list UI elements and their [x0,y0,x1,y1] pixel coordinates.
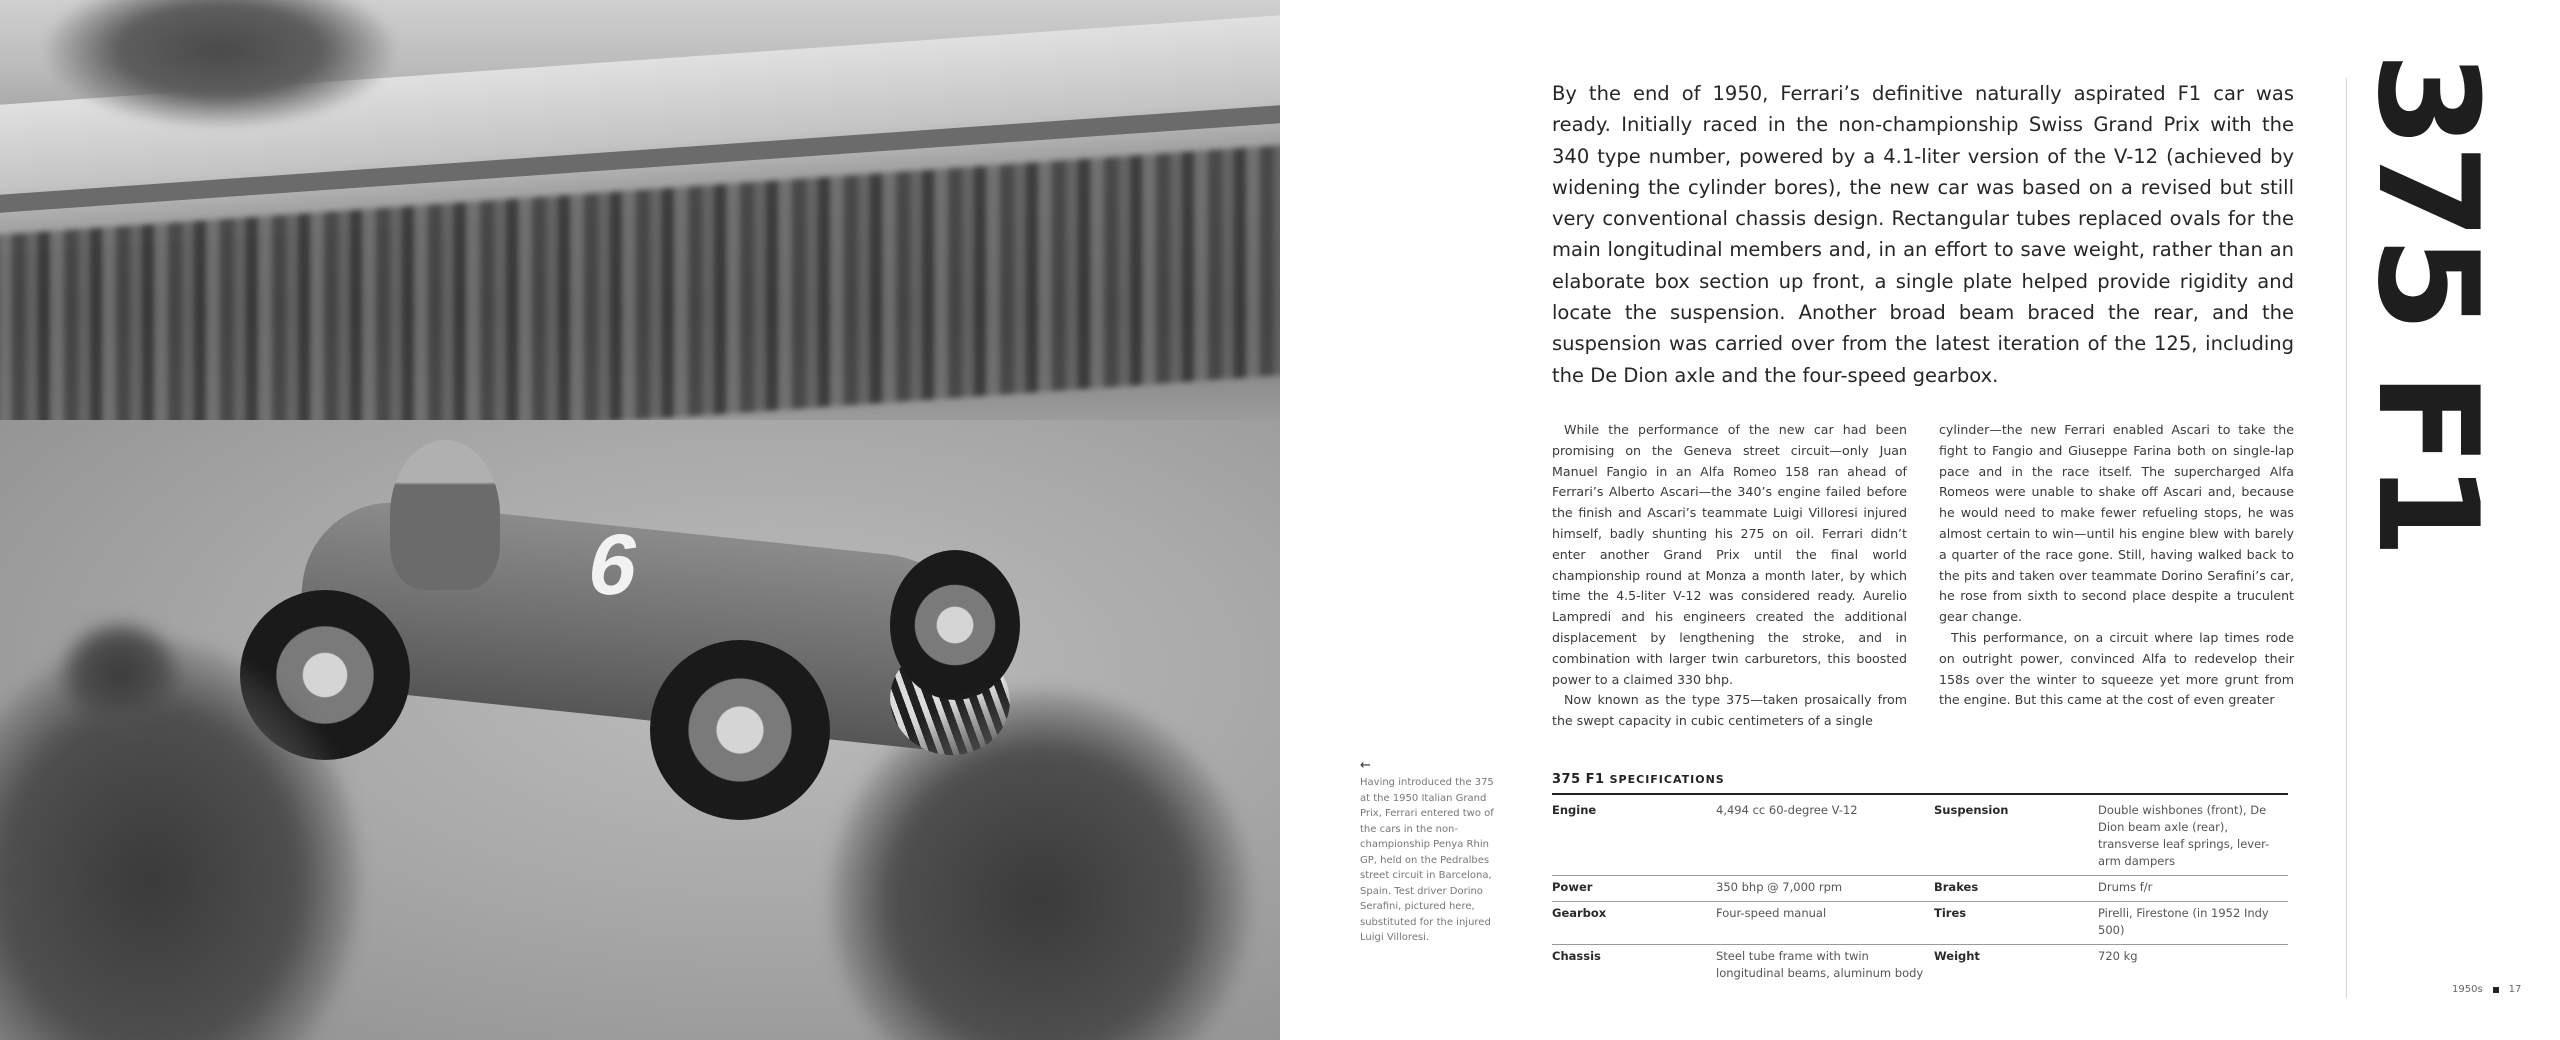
table-top-rule [1552,793,2288,795]
driver [390,440,500,590]
body-column-2 [1939,420,2294,732]
spec-value: 350 bhp @ 7,000 rpm [1716,880,1843,894]
specifications-title-model: 375 F1 [1552,772,1605,787]
folio-section: 1950s [2452,984,2483,995]
photo-caption [1360,759,1500,946]
spec-value: Steel tube frame with twin longitudinal beams, aluminum body [1716,949,1924,980]
body-column-1 [1552,420,1907,732]
lead-paragraph: By the end of 1950, Ferrari’s definitive naturally aspirated F1 car was ready. Initially raced in the non-championship Swiss Grand Prix with the 340 type number, powered by a 4.1-liter version of the V-12 (achieved by widening the cylinder bores), the new car was based on a revised but still very conventional chassis design. Rectangular tubes replaced ovals for the main longitudinal members and, in an effort to save weight, rather than an elaborate box section up front, a single plate helped provide rigidity and locate the suspension. Another broad beam braced the rear, and the suspension was carried over from the latest iteration of the 125, including the De Dion axle and the four-speed gearbox. [1552,82,2294,387]
spec-label: Suspension [1934,803,2009,817]
foreground-spectator-head [60,620,180,730]
caption-text: Having introduced the 375 at the 1950 Italian Grand Prix, Ferrari entered two of the cars in the non-championship Penya Rhin GP, held on the Pedralbes street circuit in Barcelona, Spain. Test driver Dorino Serafini, pictured here, substituted for the injured Luigi Villoresi. [1360,777,1494,943]
body-paragraph: Now known as the type 375—taken prosaically from the swept capacity in cubic centimeters of a single [1552,692,1907,729]
body-paragraph: cylinder—the new Ferrari enabled Ascari to take the fight to Fangio and Giuseppe Farina both on single-lap pace and in the race itself. The supercharged Alfa Romeos were unable to shake off Ascari and, because he would need to make fewer refueling stops, he was almost certain to win—until his engine blew with barely a quarter of the race gone. Still, having walked back to the pits and taken over teammate Dorino Serafini’s car, he rose from sixth to second place despite a truculent gear change. [1939,422,2294,625]
specifications-table [1552,772,2288,987]
page-number: 17 [2508,984,2522,995]
arrow-left-icon: ← [1360,758,1371,773]
spec-label: Brakes [1934,880,1979,894]
vertical-chapter-title: 375 F1 [2347,52,2508,555]
spec-value: Double wishbones (front), De Dion beam axle (rear), transverse leaf springs, lever-arm dampers [2098,803,2270,868]
spec-value: 720 kg [2098,949,2138,963]
spec-label: Chassis [1552,949,1601,963]
specifications-title [1552,772,2288,787]
table-row [1552,902,2288,945]
table-row [1552,945,2288,987]
spec-value: 4,494 cc 60-degree V-12 [1716,803,1858,817]
specifications-title-suffix: SPECIFICATIONS [1609,773,1725,786]
body-columns [1552,420,2294,732]
spec-label: Gearbox [1552,906,1607,920]
spec-label: Power [1552,880,1593,894]
spec-label: Engine [1552,803,1597,817]
table-row [1552,799,2288,876]
spec-value: Four-speed manual [1716,906,1827,920]
body-paragraph: While the performance of the new car had been promising on the Geneva street circuit—only Juan Manuel Fangio in an Alfa Romeo 158 ran ahead of Ferrari’s Alberto Ascari—the 340’s engine failed before the finish and Ascari’s teammate Luigi Villoresi injured himself, badly shunting his 275 on oil. Ferrari didn’t enter another Grand Prix until the final world championship round at Monza a month later, by which time the 4.5-liter V-12 was considered ready. Aurelio Lampredi and his engineers created the additional displacement by lengthening the stroke, and in combination with larger twin carburetors, this boosted power to a claimed 330 bhp. [1552,422,1907,687]
table-row [1552,876,2288,902]
spec-label: Tires [1934,906,1967,920]
spec-value: Drums f/r [2098,880,2153,894]
spec-label: Weight [1934,949,1980,963]
car-wheel-front [650,640,830,820]
square-bullet-icon [2493,987,2499,993]
car-number: 6 [581,517,647,613]
car-wheel-far [890,550,1020,700]
body-paragraph: This performance, on a circuit where lap times rode on outright power, convinced Alfa to redevelop their 158s over the winter to squeeze yet more grunt from the engine. But this came at the cost of even greater [1939,629,2294,708]
spec-value: Pirelli, Firestone (in 1952 Indy 500) [2098,906,2269,937]
page-folio [2452,984,2521,995]
